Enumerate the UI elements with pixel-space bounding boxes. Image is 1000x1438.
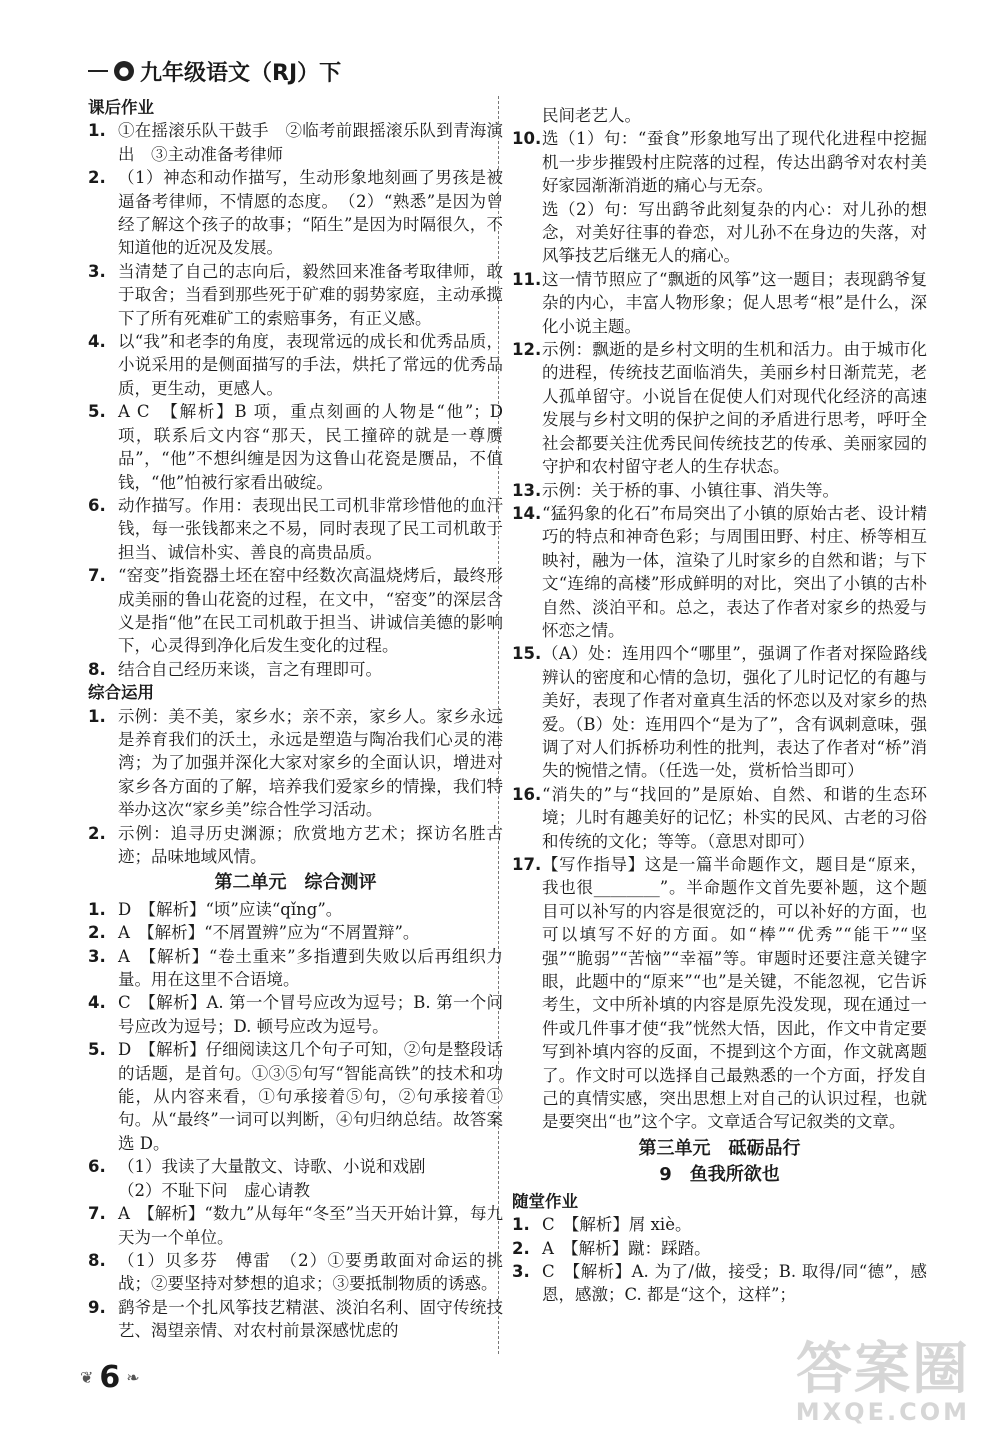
- answer-text: （1）我读了大量散文、诗歌、小说和戏剧: [118, 1157, 426, 1177]
- column-divider: [498, 96, 499, 1354]
- answer-number: 4.: [88, 993, 106, 1013]
- answer-item: [512, 783, 927, 853]
- answer-text: 当清楚了自己的志向后，毅然回来准备考取律师，敢于取舍；当看到那些死于矿难的弱势家庭，主动承揽下了所有死难矿工的索赔事务，有正义感。: [118, 261, 503, 328]
- answer-number: 4.: [88, 332, 106, 352]
- answer-number: 7.: [88, 1204, 106, 1224]
- answer-text: 【写作指导】这是一篇半命题作文，题目是“原来，我也很________”。半命题作文首先要补题，这个题目可以补写的内容是很宽泛的，可以补好的方面，也可以填写不好的方面。如“棒”“优秀”“能干”“坚强”“脆弱”“苦恼”“幸福”等。审题时还要注意关键字眼，此题中的“原来”“也”是关键，不能忽视，它告诉考生，文中所补填的内容是原先没发现，现在通过一件或几件事才使“我”恍然大悟，因此，作文中肯定要写到补填内容的反面，不提到这个方面，作文就离题了。作文时可以选择自己最熟悉的一个方面，抒发自己的真情实感，突出思想上对自己的认识过程，也就是要突出“也”这个字。文章适合写记叙类的文章。: [542, 855, 927, 1132]
- answer-item: [88, 705, 503, 822]
- section-heading-classwork: 随堂作业: [512, 1191, 578, 1211]
- answer-text: A C 【解析】B 项，重点刻画的人物是“他”；D 项，联系后文内容“那天，民工撞碎的就是一尊赝品”，“他”不想纠缠是因为这鲁山花瓷是赝品，不值钱，“他”怕被行家看出破绽。: [118, 402, 503, 492]
- answer-item: [512, 268, 927, 338]
- answer-item: [88, 1249, 503, 1296]
- answer-item: [512, 479, 927, 502]
- answer-number: 8.: [88, 1250, 106, 1270]
- watermark-logo-text: 答案圈: [796, 1337, 970, 1402]
- section-heading-integrated: 综合运用: [88, 683, 154, 703]
- answer-item: [88, 494, 503, 564]
- answer-text: （A）处：连用四个“哪里”，强调了作者对探险路线辨认的密度和心情的急切，强化了儿时记忆的有趣与美好，表现了作者对童真生活的怀恋以及对家乡的热爱。（B）处：连用四个“是为了”，含有讽刺意味，强调了对人们拆桥功利性的批判，表达了作者对“桥”消失的惋惜之情。（任选一处，赏析恰当即可）: [542, 644, 927, 781]
- answer-text: （1）神态和动作描写，生动形象地刻画了男孩是被逼备考律师，不情愿的态度。 （2）“熟悉”是因为曾经了解这个孩子的故事；“陌生”是因为时隔很久，不知道他的近况及发展。: [118, 168, 503, 258]
- answer-number: 5.: [88, 402, 106, 422]
- answer-number: [88, 1179, 118, 1202]
- answer-text: 动作描写。作用：表现出民工司机非常珍惜他的血汗钱，每一张钱都来之不易，同时表现了民工司机敢于担当、诚信朴实、善良的高贵品质。: [118, 495, 503, 562]
- answer-text: 选（1）句：“蚕食”形象地写出了现代化进程中挖掘机一步步摧毁村庄院落的过程，传达出鹞爷对农村美好家园渐渐消逝的痛心与无奈。: [542, 129, 927, 196]
- answer-item: [88, 991, 503, 1038]
- answer-item: [88, 658, 503, 681]
- unit2-answer-list: [88, 898, 503, 1343]
- answer-item: [512, 127, 927, 197]
- answer-text: （2）不耻下问 虚心请教: [118, 1180, 310, 1200]
- answer-item: [88, 260, 503, 330]
- answer-number: 1.: [88, 706, 106, 726]
- answer-item: [512, 1237, 927, 1260]
- answer-number: 1.: [88, 121, 106, 141]
- answer-item: [88, 1202, 503, 1249]
- answer-text: 示例：美不美，家乡水；亲不亲，家乡人。家乡永远是养育我们的沃土，永远是塑造与陶冶我们心灵的港湾；为了加强并深化大家对家乡的全面认识，增进对家乡各方面的了解，培养我们爱家乡的情操，我们特举办这次“家乡美”综合性学习活动。: [118, 706, 503, 820]
- answer-text: 示例：飘逝的是乡村文明的生机和活力。由于城市化的进程，传统技艺面临消失，美丽乡村日渐荒芜，老人孤单留守。小说旨在促使人们对现代化经济的高速发展与乡村文明的保护之间的矛盾进行思考，呼吁全社会都要关注优秀民间传统技艺的传承、美丽家园的守护和农村留守老人的生存状态。: [542, 340, 927, 477]
- answer-number: 2.: [88, 168, 106, 188]
- answer-item: [88, 945, 503, 992]
- answer-text: “窑变”指瓷器土坯在窑中经数次高温烧烤后，最终形成美丽的鲁山花瓷的过程，在文中，“窑变”的深层含义是指“他”在民工司机敢于担当、讲诚信美德的影响下，心灵得到净化后发生变化的过程。: [118, 566, 503, 656]
- answer-item: [88, 1155, 503, 1178]
- answer-item: [512, 1260, 927, 1307]
- homework-answer-list: [88, 119, 503, 681]
- lesson-title: 9 鱼我所欲也: [659, 1164, 780, 1186]
- leaf-ornament-right-icon: ❧: [126, 1368, 140, 1387]
- answer-number: 13.: [512, 480, 542, 500]
- classwork-answer-list: [512, 1213, 927, 1307]
- answer-number: 6.: [88, 1157, 106, 1177]
- unit2-test-title: 第二单元 综合测评: [214, 872, 377, 894]
- answer-item: [88, 400, 503, 494]
- answer-text: C 【解析】A. 第一个冒号应改为逗号；B. 第一个问号应改为逗号；D. 顿号应改为逗号。: [118, 993, 503, 1036]
- answer-text: D 【解析】仔细阅读这几个句子可知，②句是整段话的话题，是首句。①③⑤句写“智能高铁”的技术和功能，从内容来看，①句承接着⑤句，②句承接着①句。从“最终”一词可以判断，④句归纳总结。故答案选 D。: [118, 1040, 503, 1153]
- answer-number: 3.: [512, 1261, 530, 1281]
- answer-number: 10.: [512, 129, 542, 149]
- answer-number: 2.: [88, 823, 106, 843]
- answer-text: A 【解析】蹴：踩踏。: [542, 1238, 711, 1258]
- answer-text: “消失的”与“找回的”是原始、自然、和谐的生态环境；儿时有趣美好的记忆；朴实的民风、古老的习俗和传统的文化；等等。（意思对即可）: [542, 784, 927, 851]
- answer-text: 示例：追寻历史渊源；欣赏地方艺术；探访名胜古迹；品味地域风情。: [118, 823, 503, 866]
- answer-text: 鹞爷是一个扎风筝技艺精湛、淡泊名利、固守传统技艺、渴望亲情、对农村前景深感忧虑的: [118, 1297, 503, 1341]
- answer-text: “猛犸象的化石”布局突出了小镇的原始古老、设计精巧的特点和神奇色彩；与周围田野、村庄、桥等相互映衬，融为一体，渲染了儿时家乡的自然和谐；与下文“连绵的高楼”形成鲜明的对比，突出了小镇的古朴自然、淡泊平和。总之，表达了作者对家乡的热爱与怀恋之情。: [542, 503, 927, 640]
- answer-number: [512, 198, 542, 268]
- section-heading-homework: 课后作业: [88, 98, 154, 117]
- answer-item: [512, 642, 927, 782]
- left-column: [88, 96, 503, 1343]
- right-column: [512, 104, 927, 1307]
- answer-item: [88, 564, 503, 658]
- unit3-title: 第三单元 砥砺品行: [638, 1137, 801, 1159]
- watermark-url: MXQE.COM: [795, 1398, 970, 1426]
- answer-text: （1）贝多芬 傅雷 （2）①要勇敢面对命运的挑战；②要坚持对梦想的追求；③要抵制物质的诱惑。: [118, 1250, 503, 1294]
- answer-item: [88, 119, 503, 166]
- header-rule: [88, 70, 108, 72]
- answer-number: 1.: [88, 899, 106, 919]
- answer-number: 3.: [88, 261, 106, 281]
- answer-text: D 【解析】“顷”应读“qǐng”。: [118, 899, 343, 919]
- answer-item: [88, 921, 503, 944]
- answer-text: A 【解析】“不屑置辨”应为“不屑置辩”。: [118, 923, 420, 943]
- answer-number: 5.: [88, 1040, 106, 1060]
- answer-item: [88, 166, 503, 260]
- answer-item: [88, 1038, 503, 1155]
- answer-item: [512, 502, 927, 642]
- answer-item: [512, 853, 927, 1134]
- answer-number: 11.: [512, 269, 542, 289]
- answer-number: 2.: [512, 1238, 530, 1258]
- answer-text: 示例：关于桥的事、小镇往事、消失等。: [542, 480, 839, 500]
- answer-number: 8.: [88, 659, 106, 679]
- answer-item: [512, 198, 927, 268]
- answer-text: 选（2）句：写出鹞爷此刻复杂的内心：对儿孙的想念，对美好往事的眷恋，对儿孙不在身边的失落，对风筝技艺后继无人的痛心。: [542, 199, 927, 266]
- answer-number: 2.: [88, 923, 106, 943]
- answer-text: 以“我”和老李的角度，表现常远的成长和优秀品质，小说采用的是侧面描写的手法，烘托了常远的优秀品质，更生动，更感人。: [118, 332, 503, 398]
- answer-number: 15.: [512, 644, 542, 664]
- answer-number: 6.: [88, 495, 106, 515]
- answer-text: 这一情节照应了“飘逝的风筝”这一题目；表现鹞爷复杂的内心，丰富人物形象；促人思考“根”是什么，深化小说主题。: [542, 269, 927, 336]
- answer-number: 16.: [512, 784, 542, 804]
- continued-text: 民间老艺人。: [542, 106, 641, 125]
- answer-item: [88, 898, 503, 921]
- answer-item: [88, 1179, 503, 1202]
- answer-text: A 【解析】“卷土重来”多指遭到失败以后再组织力量。用在这里不合语境。: [118, 946, 503, 990]
- leaf-ornament-icon: ❦: [80, 1368, 94, 1387]
- answer-number: 12.: [512, 340, 542, 360]
- answer-number: 7.: [88, 566, 106, 586]
- integrated-answer-list: [88, 705, 503, 869]
- answer-number: 9.: [88, 1297, 106, 1317]
- answer-number: 17.: [512, 855, 542, 874]
- answer-item: [512, 338, 927, 478]
- watermark: [795, 1337, 970, 1426]
- answer-item: [88, 330, 503, 400]
- unit2-answer-list-continued: [512, 127, 927, 1133]
- answer-number: 1.: [512, 1215, 530, 1235]
- answer-text: ①在摇滚乐队干鼓手 ②临考前跟摇滚乐队到青海演出 ③主动准备考律师: [118, 121, 503, 164]
- page-footer: [80, 1360, 140, 1395]
- answer-number: 3.: [88, 946, 106, 966]
- page-number: 6: [99, 1360, 121, 1395]
- header-title: 九年级语文（RJ）下: [140, 60, 342, 86]
- answer-item: [512, 1213, 927, 1236]
- answer-text: C 【解析】屑 xiè。: [542, 1215, 692, 1235]
- book-logo-icon: ●: [114, 61, 134, 81]
- answer-text: A 【解析】“数九”从每年“冬至”当天开始计算，每九天为一个单位。: [118, 1204, 503, 1247]
- answer-text: C 【解析】A. 为了/做，接受；B. 取得/同“德”，感恩，感激；C. 都是“这个，这样”；: [542, 1261, 927, 1305]
- answer-item: [88, 822, 503, 869]
- answer-text: 结合自己经历来谈，言之有理即可。: [118, 659, 382, 679]
- answer-number: 14.: [512, 503, 542, 523]
- answer-item: [88, 1296, 503, 1343]
- page-header: [88, 56, 341, 86]
